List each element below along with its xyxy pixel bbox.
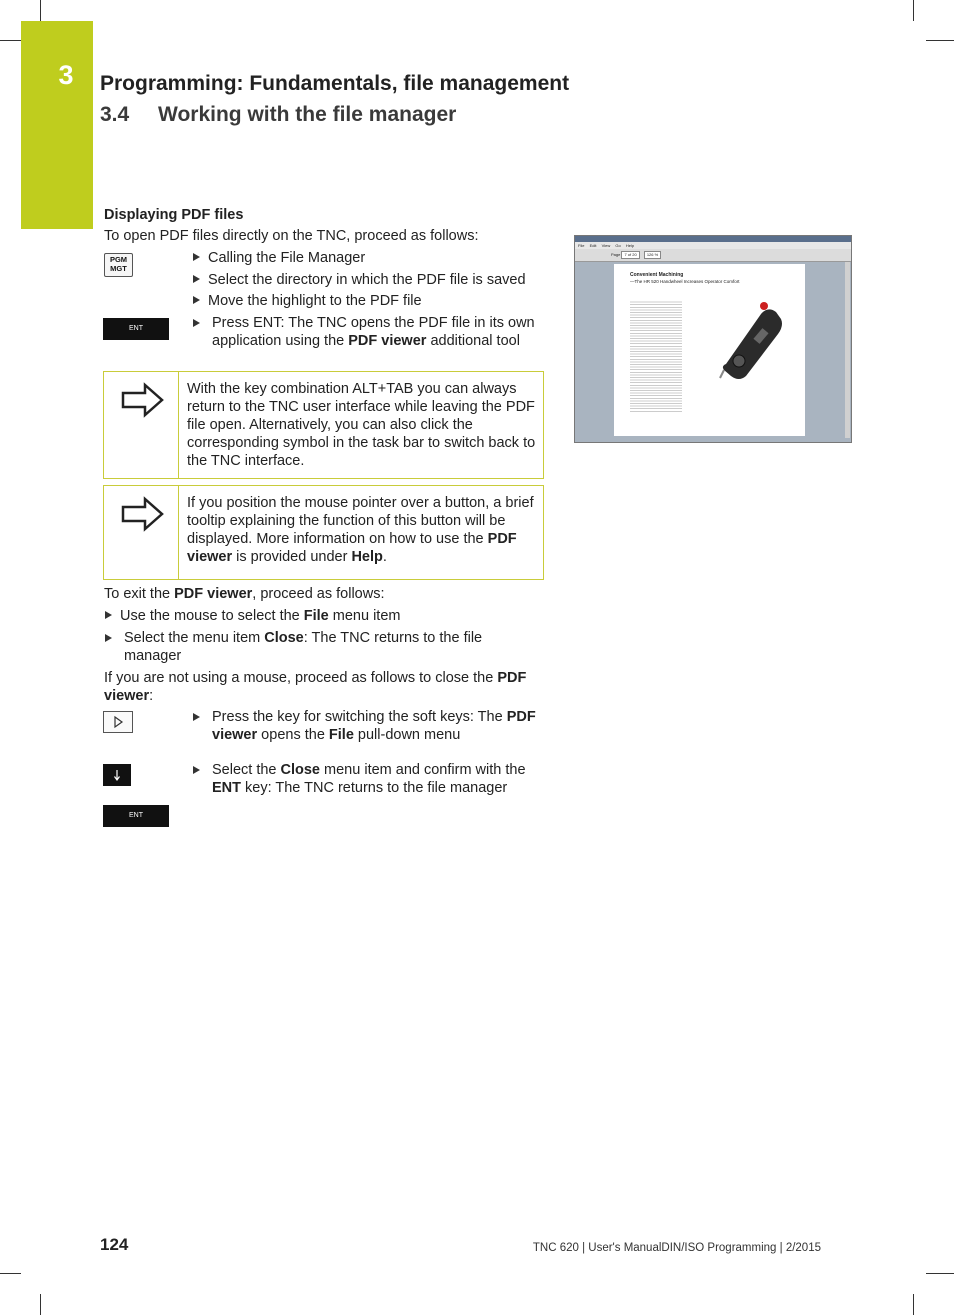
step-text: : The TNC returns to the file manager — [124, 630, 483, 664]
no-mouse-intro — [104, 669, 544, 705]
step-text: Move the highlight to the PDF file — [208, 293, 422, 309]
menu-item: Help — [625, 243, 635, 248]
bullet-arrow-icon — [193, 713, 200, 721]
chapter-title: Programming: Fundamentals, file management — [100, 72, 570, 95]
handwheel-image — [706, 294, 786, 384]
menu-item: Edit — [589, 243, 597, 248]
note-text-part: is provided under — [232, 549, 352, 565]
softkey-switch-key-icon — [103, 711, 133, 733]
step-bold: Close — [264, 630, 304, 646]
menu-item: File — [578, 243, 585, 248]
arrow-right-icon — [121, 382, 165, 418]
key-label: PGM — [109, 255, 128, 264]
step-text: Calling the File Manager — [208, 250, 366, 266]
arrow-down-icon — [103, 764, 131, 786]
step-bold: PDF viewer — [212, 709, 536, 743]
doc-subtitle: —The HR 520 Handwheel Increases Operator Comfort — [630, 279, 740, 284]
chapter-tab — [21, 21, 93, 229]
text-part: : — [149, 688, 154, 704]
bullet-arrow-icon — [105, 611, 112, 619]
menu-item: View — [601, 243, 611, 248]
list-item — [193, 761, 543, 797]
page-field: 7 of 20 — [621, 251, 639, 259]
bullet-arrow-icon — [105, 634, 112, 642]
subsection-heading: Displaying PDF files — [104, 207, 244, 223]
list-item — [105, 629, 505, 665]
bullet-arrow-icon — [193, 296, 200, 304]
crop-mark — [913, 0, 914, 21]
list-item — [193, 292, 422, 310]
step-text: menu item — [328, 608, 401, 624]
step-text: Select the directory in which the PDF file is saved — [208, 272, 526, 288]
crop-mark — [40, 1294, 41, 1315]
step-text: key: The TNC returns to the file manager — [241, 780, 508, 796]
step-text: menu item and confirm with the — [320, 762, 526, 778]
crop-mark — [926, 1273, 954, 1274]
note-text-part: . — [382, 549, 387, 565]
list-item — [105, 607, 400, 625]
text-part: , proceed as follows: — [252, 586, 385, 602]
step-bold: File — [303, 608, 329, 624]
zoom-field: 126 % — [644, 251, 661, 259]
crop-mark — [926, 40, 954, 41]
crop-mark — [913, 1294, 914, 1315]
step-bold: PDF viewer — [348, 333, 427, 349]
menu-bar — [575, 242, 851, 249]
doc-body-text — [630, 300, 682, 412]
step-bold: ENT — [212, 780, 241, 796]
menu-item: Go — [615, 243, 621, 248]
step-text: Press ENT: The TNC opens the PDF file in its own application using the — [212, 315, 535, 349]
list-item — [193, 249, 365, 267]
step-text: pull-down menu — [353, 727, 461, 743]
crop-mark — [0, 1273, 21, 1274]
scrollbar — [845, 262, 850, 438]
step-text: Select the — [212, 762, 281, 778]
chapter-number: 3 — [58, 60, 74, 90]
play-triangle-icon — [104, 712, 132, 732]
page-label: Page — [611, 252, 621, 257]
section-title-text: Working with the file manager — [158, 103, 457, 126]
text-part: To exit the — [104, 586, 175, 602]
bullet-arrow-icon — [193, 319, 200, 327]
note-text-part: If you position the mouse pointer over a button, a brief tooltip explaining the function of this button will be displayed. More information on how to use the — [187, 495, 534, 547]
step-bold: File — [328, 727, 354, 743]
arrow-right-icon — [121, 496, 165, 532]
note-divider — [178, 486, 179, 579]
step-text: Select the menu item — [124, 630, 265, 646]
section-title — [100, 103, 456, 127]
exit-intro — [104, 585, 384, 603]
bullet-arrow-icon — [193, 275, 200, 283]
step-text: opens the — [257, 727, 329, 743]
step-text: Press the key for switching the soft keys: The — [212, 709, 507, 725]
pdf-viewer-screenshot — [574, 235, 852, 443]
step-text: Use the mouse to select the — [120, 608, 304, 624]
list-item — [193, 708, 543, 744]
note-text — [187, 494, 537, 566]
page-number: 124 — [100, 1235, 129, 1254]
arrow-down-key-icon — [103, 764, 131, 786]
pdf-page — [614, 264, 805, 436]
ent-key-icon: ENT — [103, 805, 169, 827]
list-item — [193, 271, 526, 289]
note-divider — [178, 372, 179, 478]
doc-title: Convenient Machining — [630, 272, 684, 278]
intro-text: To open PDF files directly on the TNC, proceed as follows: — [104, 228, 479, 244]
bullet-arrow-icon — [193, 766, 200, 774]
key-label: MGT — [110, 264, 127, 273]
crop-mark — [40, 0, 41, 21]
text-bold: PDF viewer — [104, 670, 527, 704]
toolbar — [575, 249, 851, 262]
text-part: If you are not using a mouse, proceed as follows to close the — [104, 670, 498, 686]
bullet-arrow-icon — [193, 253, 200, 261]
step-bold: Close — [280, 762, 321, 778]
crop-mark — [0, 40, 21, 41]
section-number: 3.4 — [100, 103, 130, 126]
note-text: With the key combination ALT+TAB you can always return to the TNC user interface while leaving the PDF file open. Alternatively, you can also click the corresponding symbol in the task bar to switch back to the TNC interface. — [187, 381, 536, 469]
note-bold: Help — [351, 549, 383, 565]
ent-key-icon: ENT — [103, 318, 169, 340]
pgm-mgt-key-icon — [104, 253, 133, 277]
list-item — [193, 314, 543, 350]
step-text: additional tool — [426, 333, 520, 349]
text-bold: PDF viewer — [174, 586, 253, 602]
note-bold: PDF viewer — [187, 531, 517, 565]
footer-text: TNC 620 | User's ManualDIN/ISO Programming | 2/2015 — [532, 1242, 821, 1254]
